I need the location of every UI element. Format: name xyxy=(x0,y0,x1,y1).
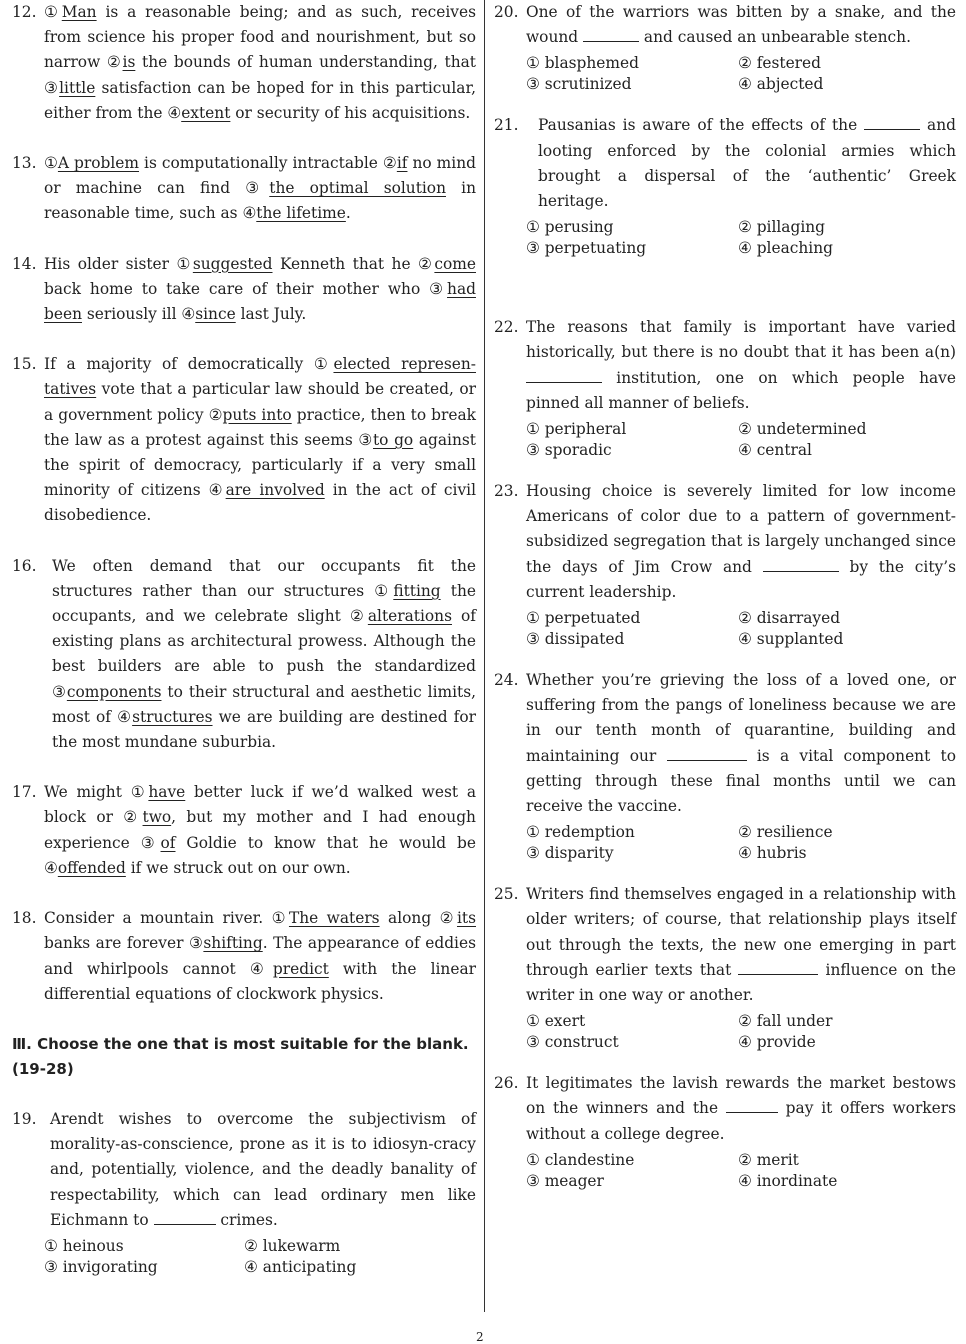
option-3[interactable]: ③ dissipated xyxy=(526,630,625,649)
question-19: 19. Arendt wishes to overcome the subjectivism of morality-as-conscience, prone as it is to idiosyn-cracy and, potentially, violence, and the deadly banality of respectability, which can lead ordinary men like Eichmann to crimes. ① heinous ② lukewarm ③ invigorating ④ anticipating xyxy=(12,1107,476,1278)
underlined-part-3: the optimal solution xyxy=(269,179,446,198)
option-1[interactable]: ① perpetuated xyxy=(526,609,641,628)
question-number: 22. xyxy=(494,318,519,337)
answer-blank xyxy=(667,746,747,761)
answer-options xyxy=(526,822,956,864)
underlined-part-4: offended xyxy=(57,858,126,877)
question-13: 13. ①A problem is computationally intractable ②if no mind or machine can find ③the optimal solution in reasonable time, such as ④the lifetime. xyxy=(12,151,476,227)
question-24: 24. Whether you’re grieving the loss of a loved one, or suffering from the pangs of loneliness because we are in our tenth month of quarantine, building and maintaining our is a vital component to getting through these final months until we can receive the vaccine. ① redemption ② resilience ③ disparity ④ hubris xyxy=(494,668,956,864)
underlined-part-4: since xyxy=(195,305,236,324)
question-number: 21. xyxy=(494,116,519,135)
answer-blank xyxy=(154,1210,216,1225)
answer-blank xyxy=(763,557,839,572)
answer-blank xyxy=(583,27,639,42)
option-2[interactable]: ② festered xyxy=(738,54,822,73)
option-2[interactable]: ② merit xyxy=(738,1150,799,1169)
page-number: 2 xyxy=(476,1330,484,1344)
option-2[interactable]: ② undetermined xyxy=(738,420,867,439)
answer-options xyxy=(526,1011,956,1053)
question-number: 26. xyxy=(494,1074,519,1093)
option-1[interactable]: ① perusing xyxy=(526,218,614,237)
option-1[interactable]: ① exert xyxy=(526,1012,586,1031)
option-3[interactable]: ③ perpetuating xyxy=(526,239,647,258)
underlined-part-1: suggested xyxy=(192,254,273,273)
option-4[interactable]: ④ hubris xyxy=(738,844,807,863)
question-number: 19. xyxy=(12,1109,37,1128)
question-17: 17. We might ①have better luck if we’d walked west a block or ②two, but my mother and I had enough experience ③of Goldie to know that he would be ④offended if we struck out on our own. xyxy=(12,780,476,881)
option-1[interactable]: ① heinous xyxy=(44,1236,124,1255)
underlined-part-3: of xyxy=(160,833,176,852)
option-1[interactable]: ① clandestine xyxy=(526,1150,635,1169)
underlined-part-2: two xyxy=(142,808,172,827)
question-number: 17. xyxy=(12,783,37,802)
answer-blank xyxy=(738,960,818,975)
underlined-part-2: is xyxy=(122,53,136,72)
question-22: 22. The reasons that family is important have varied historically, but there is no doubt that it has been a(n) institution, one on which people have pinned all manner of beliefs. ① peripheral ② undetermined ③ sporadic ④ central xyxy=(494,315,956,461)
underlined-part-3: to go xyxy=(372,430,414,449)
right-column xyxy=(494,0,956,1192)
question-16: 16. We often demand that our occupants fit the structures rather than our structures ①fitting the occupants, and we celebrate slight ②alterations of existing plans as architectural prowess. Although the best builders are able to push the standardized ③components to their structural and aesthetic limits, most of ④structures we are building are destined for the most mundane suburbia. xyxy=(12,554,476,756)
option-4[interactable]: ④ supplanted xyxy=(738,630,844,649)
option-2[interactable]: ② lukewarm xyxy=(244,1236,341,1255)
answer-blank xyxy=(726,1098,778,1113)
question-number: 14. xyxy=(12,254,37,273)
answer-blank xyxy=(526,368,602,383)
question-20: 20. One of the warriors was bitten by a snake, and the wound and caused an unbearable stench. ① blasphemed ② festered ③ scrutinized ④ abjected xyxy=(494,0,956,95)
underlined-part-4: extent xyxy=(181,103,231,122)
question-number: 16. xyxy=(12,556,37,575)
underlined-part-3: little xyxy=(59,78,96,97)
underlined-part-1: Man xyxy=(61,3,97,21)
option-3[interactable]: ③ sporadic xyxy=(526,441,612,460)
option-4[interactable]: ④ central xyxy=(738,441,812,460)
option-4[interactable]: ④ inordinate xyxy=(738,1171,838,1190)
underlined-part-2: its xyxy=(456,909,476,928)
column-divider xyxy=(484,0,485,1312)
answer-options xyxy=(526,419,956,461)
underlined-part-1: have xyxy=(148,783,186,802)
option-3[interactable]: ③ meager xyxy=(526,1171,604,1190)
answer-options xyxy=(526,608,956,650)
underlined-part-1: The waters xyxy=(288,909,380,928)
question-number: 15. xyxy=(12,355,37,374)
option-2[interactable]: ② pillaging xyxy=(738,218,826,237)
underlined-part-4: predict xyxy=(272,959,329,978)
underlined-part-4: are involved xyxy=(225,481,325,500)
option-2[interactable]: ② fall under xyxy=(738,1012,833,1031)
option-1[interactable]: ① blasphemed xyxy=(526,54,639,73)
answer-options xyxy=(44,1236,476,1278)
question-number: 18. xyxy=(12,909,37,928)
question-15: 15. If a majority of democratically ①elected represen-tatives vote that a particular law should be created, or a government policy ②puts into practice, then to break the law as a protest against this seems ③to go against the spirit of democracy, particularly if a very small minority of citizens ④are involved in the act of civil disobedience. xyxy=(12,352,476,528)
option-4[interactable]: ④ pleaching xyxy=(738,239,833,258)
option-4[interactable]: ④ abjected xyxy=(738,75,824,94)
underlined-part-1: elected represen-tatives xyxy=(44,355,476,399)
underlined-part-1: A problem xyxy=(57,154,140,173)
question-number: 24. xyxy=(494,671,519,690)
question-25: 25. Writers find themselves engaged in a relationship with older writers; of course, that relationship plays itself out through the texts, the new one emerging in part through earlier texts that influence on the writer in one way or another. ① exert ② fall under ③ construct ④ provide xyxy=(494,882,956,1053)
question-12: 12. ①Man is a reasonable being; and as such, receives from science his proper food and nourishment, but so narrow ②is the bounds of human understanding, that ③little satisfaction can be hoped for in this particular, either from the ④extent or security of his acquisitions. xyxy=(12,0,476,126)
option-1[interactable]: ① redemption xyxy=(526,823,635,842)
underlined-part-3: had been xyxy=(44,279,476,324)
question-number: 20. xyxy=(494,3,519,21)
question-number: 23. xyxy=(494,482,519,501)
answer-blank xyxy=(864,115,920,130)
option-3[interactable]: ③ disparity xyxy=(526,844,614,863)
underlined-part-2: if xyxy=(396,154,408,173)
underlined-part-3: shifting xyxy=(203,934,263,953)
underlined-part-2: puts into xyxy=(222,405,292,424)
question-26: 26. It legitimates the lavish rewards the market bestows on the winners and the pay it offers workers without a college degree. ① clandestine ② merit ③ meager ④ inordinate xyxy=(494,1071,956,1192)
option-4[interactable]: ④ anticipating xyxy=(244,1257,357,1276)
underlined-part-3: components xyxy=(66,682,162,701)
question-18: 18. Consider a mountain river. ①The waters along ②its banks are forever ③shifting. The appearance of eddies and whirlpools cannot ④predict with the linear differential equations of clockwork physics. xyxy=(12,906,476,1007)
option-2[interactable]: ② resilience xyxy=(738,823,833,842)
option-3[interactable]: ③ invigorating xyxy=(44,1257,158,1276)
underlined-part-2: come xyxy=(434,254,476,273)
underlined-part-4: the lifetime xyxy=(256,204,346,223)
option-3[interactable]: ③ scrutinized xyxy=(526,75,632,94)
question-23: 23. Housing choice is severely limited for low income Americans of color due to a pattern of government-subsidized segregation that is largely unchanged since the days of Jim Crow and by the city’s current leadership. ① perpetuated ② disarrayed ③ dissipated ④ supplanted xyxy=(494,479,956,650)
option-3[interactable]: ③ construct xyxy=(526,1033,619,1052)
underlined-part-4: structures xyxy=(132,707,213,726)
option-1[interactable]: ① peripheral xyxy=(526,420,627,439)
question-number: 25. xyxy=(494,885,519,904)
underlined-part-2: alterations xyxy=(367,607,452,626)
question-21: 21. Pausanias is aware of the effects of the and looting enforced by the colonial armies which brought a dispersal of the ‘authentic’ Greek heritage. ① perusing ② pillaging ③ perpetuating ④ pleaching xyxy=(494,113,956,259)
answer-options xyxy=(526,53,956,95)
answer-options xyxy=(526,217,956,259)
option-4[interactable]: ④ provide xyxy=(738,1033,816,1052)
answer-options xyxy=(526,1150,956,1192)
option-2[interactable]: ② disarrayed xyxy=(738,609,841,628)
underlined-part-1: fitting xyxy=(393,581,441,600)
left-column xyxy=(12,0,476,1278)
question-14: 14. His older sister ①suggested Kenneth that he ②come back home to take care of their mother who ③had been seriously ill ④since last July. xyxy=(12,252,476,328)
section-heading: Ⅲ. Choose the one that is most suitable for the blank. (19-28) xyxy=(12,1034,469,1078)
question-number: 13. xyxy=(12,154,37,173)
question-number: 12. xyxy=(12,3,37,21)
